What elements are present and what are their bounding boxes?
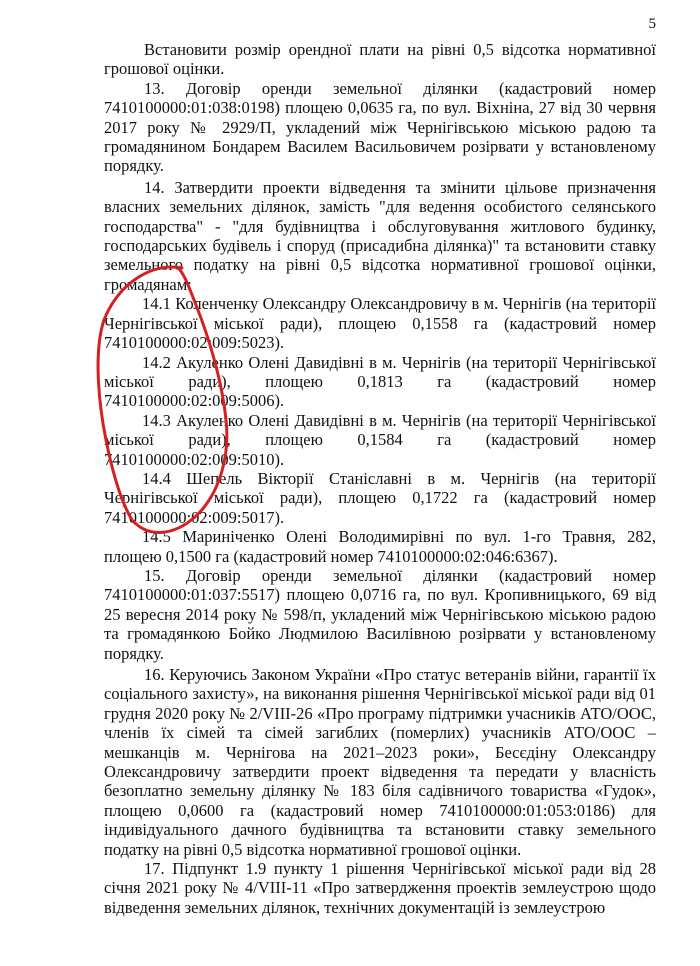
paragraph-14-3: 14.3 Акуленко Олені Давидівні в м. Чернігів (на території Чернігівської міської ради), площею 0,1584 га (кадастровий номер 7410100000:02:009:5010). (104, 410, 656, 469)
paragraph-14: 14. Затвердити проекти відведення та змінити цільове призначення власних земельних ділянок, замість "для ведення особистого селянського господарства" - "для будівництва і обслуговування житлового будинку, господарських будівель і споруд (присадибна ділянка)" та встановити ставку земельного податку на рівні 0,5 відсотка нормативної грошової оцінки, громадянам: (104, 177, 656, 294)
paragraph-16: 16. Керуючись Законом України «Про статус ветеранів війни, гарантії їх соціального захисту», на виконання рішення Чернігівської міської ради від 01 грудня 2020 року № 2/VIII-26 «Про програму підтримки учасників АТО/ООС, членів їх сімей та сімей загиблих (померлих) учасників АТО/ООС – мешканців м. Чернігова на 2021–2023 роки», Бесєдіну Олександру Олександровичу затвердити проект відведення та передати у власність безоплатно земельну ділянку № 183 біля садівничого товариства «Гудок», площею 0,0600 га (кадастровий номер 7410100000:01:053:0186) для індивідуального дачного будівництва та встановити ставку земельного податку на рівні 0,5 відсотка нормативної грошової оцінки. (104, 665, 656, 859)
paragraph-14-1: 14.1 Коленченку Олександру Олександровичу в м. Чернігів (на території Чернігівської міської ради), площею 0,1558 га (кадастровий номер 7410100000:02:009:5023). (104, 294, 656, 353)
document-body (0, 40, 700, 917)
paragraph-14-5: 14.5 Маринiченко Олені Володимирівні по вул. 1-го Травня, 282, площею 0,1500 га (кадастровий номер 7410100000:02:046:6367). (104, 527, 656, 566)
paragraph-14-4: 14.4 Шепель Вікторії Станіславні в м. Чернігів (на території Чернігівської міської ради), площею 0,1722 га (кадастровий номер 7410100000:02:009:5017). (104, 468, 656, 527)
paragraph-rent-rate: Встановити розмір орендної плати на рівні 0,5 відсотка нормативної грошової оцінки. (104, 40, 656, 79)
paragraph-15: 15. Договір оренди земельної ділянки (кадастровий номер 7410100000:01:037:5517) площею 0,0716 га, по вул. Кропивницького, 69 від 25 вересня 2014 року № 598/п, укладений між Чернігівською міською радою та громадянкою Бойко Людмилою Василівною розірвати у встановленому порядку. (104, 565, 656, 663)
paragraph-13: 13. Договір оренди земельної ділянки (кадастровий номер 7410100000:01:038:0198) площею 0,0635 га, по вул. Віхніна, 27 від 30 червня 2017 року № 2929/П, укладений між Чернігівською міською радою та громадянином Бондарем Василем Васильовичем розірвати у встановленому порядку. (104, 78, 656, 176)
page-number: 5 (648, 16, 656, 32)
paragraph-14-2: 14.2 Акуленко Олені Давидівні в м. Чернігів (на території Чернігівської міської ради), площею 0,1813 га (кадастровий номер 7410100000:02:009:5006). (104, 352, 656, 411)
paragraph-17: 17. Підпункт 1.9 пункту 1 рішення Чернігівської міської ради від 28 січня 2021 року № 4/VIII-11 «Про затвердження проектів землеустрою щодо відведення земельних ділянок, технічних документацій із землеустрою (104, 859, 656, 917)
